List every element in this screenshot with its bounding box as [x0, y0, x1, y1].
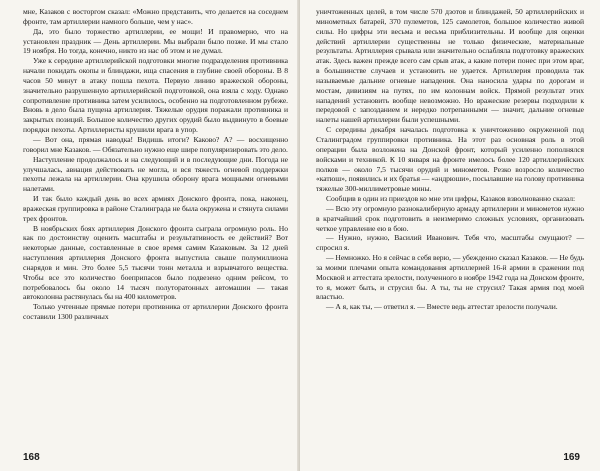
right-page	[300, 0, 600, 471]
paragraph: уничтоженных целей, в том числе 570 дзотов и блиндажей, 50 артиллерийских и минометных батарей, 370 пулеметов, 125 самолетов, большое количество живой силы. Но цифры эти весьма и весьма приблизительны. И вообще для оценки действий артиллерии существенны не только физические, материальные результаты. Артиллерия срывала или значительно ослабляла подготовку вражеских атак. Здесь важен прежде всего сам срыв атак, а какие потери понес при этом враг, в большинстве случаев и установить не удается. Артиллерия проводила так называемые дальние огневые нападения. Она наносила удары по дорогам и мостам, дивизиям на путях, по им колоннам войск. Прямой результат этих нападений установить вообще невозможно. Но вражеские резервы подходили к передовой с запозданием и нередко потрепанными — значит, дальние огневые налеты нашей артиллерии были успешными.	[316, 7, 584, 125]
paragraph: Наступление продолжалось и на следующий и в последующие дни. Погода не улучшалась, авиация действовать не могла, и вся тяжесть огневой поддержки пехоты лежала на артиллерии. Она крушила оборону врага мощными огневыми налетами.	[23, 154, 288, 194]
page-number: 169	[563, 452, 580, 463]
paragraph: Сообщив в один из приездов ко мне эти цифры, Казаков взволнованно сказал:	[326, 194, 576, 204]
paragraph: — Всю эту огромную разнокалиберную армаду артиллерии и минометов нужно в кратчайший срок подготовить в неизмеримо сложных условиях, организовать четкое управление ею в бою.	[316, 203, 584, 233]
paragraph: Только учтенные прямые потери противника от артиллерии Донского фронта составили 1300 различных	[23, 302, 288, 322]
paragraph: Уже к середине артиллерийской подготовки многие подразделения противника начали покидать окопы и блиндажи, ища спасения в глубине своей обороны. В 8 часов 50 минут в атаку пошла пехота. Первую линию вражеской обороны, значительно разрушенную артиллерийской подготовкой, она взяла с ходу. Однако сопротивление противника затем усилилось, особенно на подготовленном рубеже. Вновь в дело была пущена артиллерия. Тяжелые орудия поражали противника и закрытых позиций. Большое количество других орудий было выдвинуто в боевые порядки пехоты. Артиллеристы крушили врага в упор.	[23, 56, 288, 135]
paragraph: И так было каждый день во всех армиях Донского фронта, пока, наконец, вражеская группировка в районе Сталинграда не была окружена и стянута силами трех фронтов.	[23, 194, 288, 223]
paragraph: — А я, как ты, — ответил я. — Вместе ведь аттестат зрелости получали.	[326, 302, 558, 312]
paragraph: — Немножко. Но я сейчас в себя верю, — убежденно сказал Казаков. — Не будь за моими плечами опыта командования артиллерией 16-й армии в сражении под Москвой и аттестата зрелости, полученного в ноябре 1942 года на Донском фронте, то я, может быть, и струсил бы. А ты, ты не струсил? Такая армия под моей властью.	[316, 253, 584, 302]
paragraph: В ноябрьских боях артиллерия Донского фронта сыграла огромную роль. Но как по достоинству оценить масштабы и результативность ее действий? Вот некоторые данные, составленные в свое время самим Казаковым. За 12 дней наступления артиллерия Донского фронта выпустила свыше полумиллиона снарядов и мин. Это более 5,5 тысячи тонн металла и взрывчатого вещества. Чтобы все это количество боеприпасов было подвезено одним рейсом, то потребовалось бы около 14 тысяч полуторатонных автомашин — такая автоколонна растянулась бы на 400 километров.	[23, 223, 288, 302]
page-number: 168	[23, 452, 40, 463]
paragraph: С середины декабря началась подготовка к уничтожению окруженной под Сталинградом группировки противника. На этот раз основная роль в этой операции была возложена на Донской фронт, который усиленно пополнялся войсками и техникой. К 10 января на фронте имелось более 120 артиллерийских полков — около 7,5 тысячи орудий и минометов. Резко возросло количество «катюш», появились и их братья — «андрюши», посылавшие на голову противника тяжелые 300-миллиметровые мины.	[316, 125, 584, 194]
paragraph: Да, это было торжество артиллерии, ее мощи! И правомерно, что на установлен праздник — День артиллерии. Мы выбрали было позже. И мы стало 19 ноября. Но тогда, конечно, никто из нас об этом и не думал.	[23, 26, 288, 56]
paragraph: мне, Казаков с восторгом сказал: «Можно представить, что делается на соседнем фронте, там артиллерии намного больше, чем у нас».	[23, 7, 288, 26]
paragraph: — Нужно, нужно, Василий Иванович. Тебя что, масштабы смущают? — спросил я.	[316, 233, 584, 253]
right-page-text	[316, 7, 584, 312]
paragraph: — Вот она, прямая наводка! Видишь итоги? Каково? А? — восхищенно говорил мне Казаков. — Обязательно нужно еще шире популяризировать это дело.	[23, 134, 288, 154]
left-page-text	[23, 7, 288, 322]
